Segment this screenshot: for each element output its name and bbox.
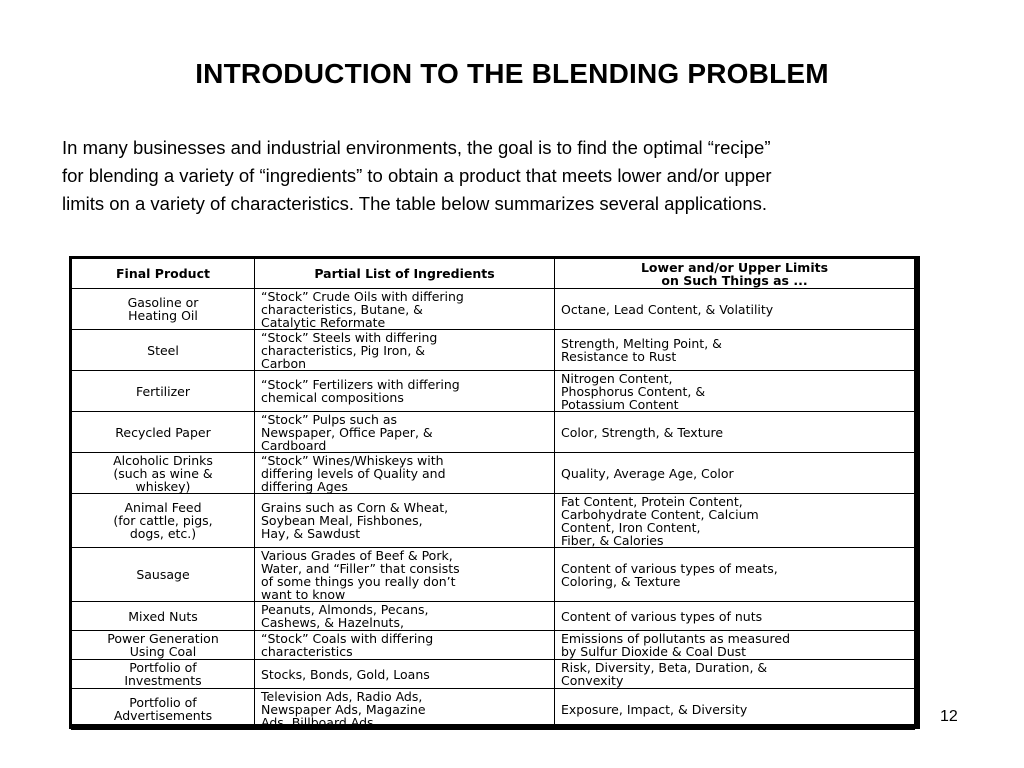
cell-ingredients: “Stock” Steels with differing characteristics, Pig Iron, & Carbon <box>255 330 555 371</box>
cell-ingredients: “Stock” Fertilizers with differing chemical compositions <box>255 371 555 412</box>
intro-line: In many businesses and industrial environments, the goal is to find the optimal “recipe” <box>62 137 771 158</box>
table-row <box>72 689 915 730</box>
cell-final-product: Animal Feed (for cattle, pigs, dogs, etc.) <box>72 494 255 548</box>
cell-limits: Fat Content, Protein Content, Carbohydrate Content, Calcium Content, Iron Content, Fiber, & Calories <box>555 494 915 548</box>
intro-line: limits on a variety of characteristics. The table below summarizes several applications. <box>62 193 768 214</box>
cell-ingredients: “Stock” Wines/Whiskeys with differing levels of Quality and differing Ages <box>255 453 555 494</box>
cell-ingredients: “Stock” Crude Oils with differing characteristics, Butane, & Catalytic Reformate <box>255 289 555 330</box>
page-number: 12 <box>940 708 958 725</box>
table-row <box>72 453 915 494</box>
cell-ingredients: Stocks, Bonds, Gold, Loans <box>255 660 555 689</box>
cell-ingredients: “Stock” Coals with differing characteristics <box>255 631 555 660</box>
cell-limits: Emissions of pollutants as measured by Sulfur Dioxide & Coal Dust <box>555 631 915 660</box>
cell-limits: Octane, Lead Content, & Volatility <box>555 289 915 330</box>
table-header-row <box>72 259 915 289</box>
intro-paragraph <box>62 134 962 218</box>
table-row <box>72 371 915 412</box>
cell-final-product: Gasoline or Heating Oil <box>72 289 255 330</box>
cell-final-product: Power Generation Using Coal <box>72 631 255 660</box>
cell-limits: Content of various types of nuts <box>555 602 915 631</box>
table-row <box>72 412 915 453</box>
cell-ingredients: Various Grades of Beef & Pork, Water, and “Filler” that consists of some things you really don’t want to know <box>255 548 555 602</box>
cell-limits: Color, Strength, & Texture <box>555 412 915 453</box>
cell-final-product: Recycled Paper <box>72 412 255 453</box>
cell-limits: Nitrogen Content, Phosphorus Content, & Potassium Content <box>555 371 915 412</box>
table-body <box>72 289 915 730</box>
slide-title: INTRODUCTION TO THE BLENDING PROBLEM <box>195 58 829 89</box>
header-limits: Lower and/or Upper Limits on Such Things as ... <box>555 259 915 289</box>
cell-ingredients: “Stock” Pulps such as Newspaper, Office Paper, & Cardboard <box>255 412 555 453</box>
table-row <box>72 631 915 660</box>
cell-limits: Quality, Average Age, Color <box>555 453 915 494</box>
table-row <box>72 660 915 689</box>
cell-limits: Exposure, Impact, & Diversity <box>555 689 915 730</box>
cell-ingredients: Television Ads, Radio Ads, Newspaper Ads, Magazine Ads, Billboard Ads <box>255 689 555 730</box>
cell-limits: Risk, Diversity, Beta, Duration, & Convexity <box>555 660 915 689</box>
cell-ingredients: Grains such as Corn & Wheat, Soybean Meal, Fishbones, Hay, & Sawdust <box>255 494 555 548</box>
cell-ingredients: Peanuts, Almonds, Pecans, Cashews, & Hazelnuts, <box>255 602 555 631</box>
cell-final-product: Steel <box>72 330 255 371</box>
table-row <box>72 602 915 631</box>
blending-applications-table-frame <box>69 256 920 729</box>
blending-applications-table <box>71 258 915 730</box>
header-ingredients: Partial List of Ingredients <box>255 259 555 289</box>
table-row <box>72 330 915 371</box>
header-final-product: Final Product <box>72 259 255 289</box>
cell-final-product: Mixed Nuts <box>72 602 255 631</box>
cell-final-product: Sausage <box>72 548 255 602</box>
table-row <box>72 494 915 548</box>
cell-final-product: Fertilizer <box>72 371 255 412</box>
table-row <box>72 548 915 602</box>
cell-final-product: Alcoholic Drinks (such as wine & whiskey) <box>72 453 255 494</box>
intro-line: for blending a variety of “ingredients” to obtain a product that meets lower and/or upper <box>62 165 772 186</box>
cell-final-product: Portfolio of Investments <box>72 660 255 689</box>
table-row <box>72 289 915 330</box>
cell-limits: Strength, Melting Point, & Resistance to Rust <box>555 330 915 371</box>
cell-final-product: Portfolio of Advertisements <box>72 689 255 730</box>
cell-limits: Content of various types of meats, Coloring, & Texture <box>555 548 915 602</box>
